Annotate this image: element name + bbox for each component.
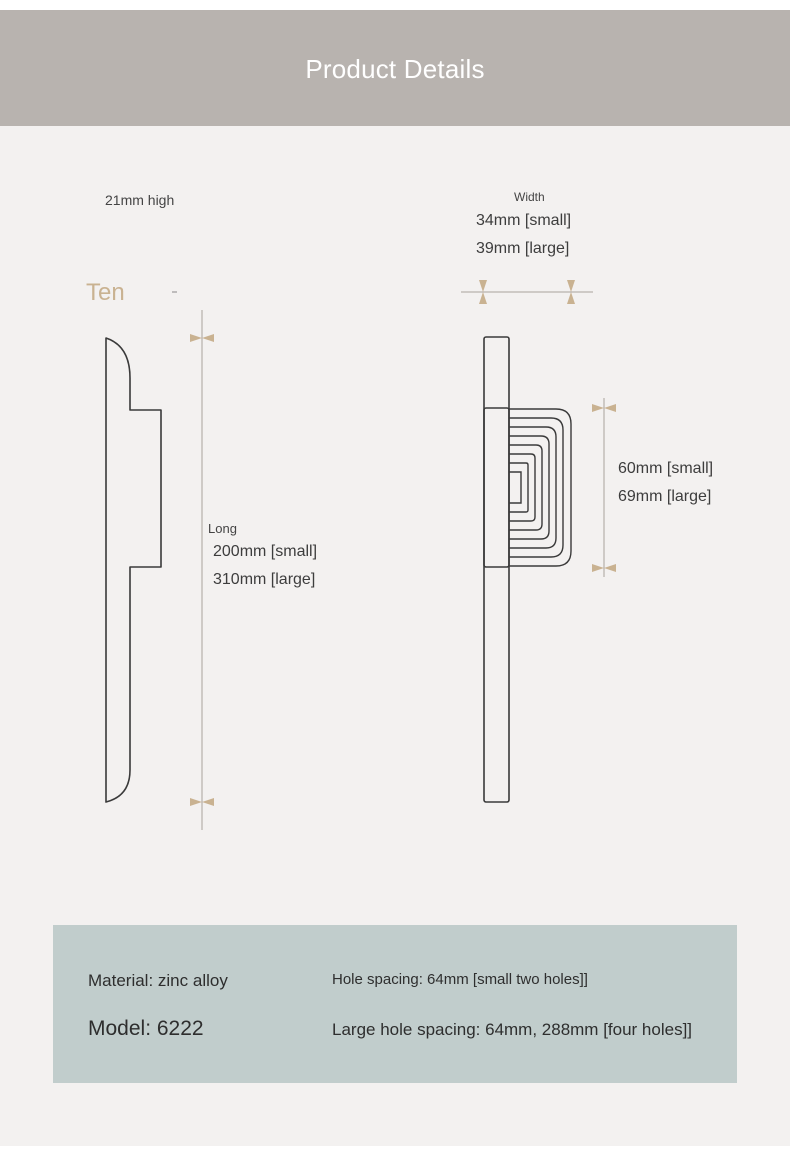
- width-small-label: 34mm [small]: [476, 212, 572, 229]
- material-spec: Material: zinc alloy: [88, 971, 228, 990]
- grip-small-label: 60mm [small]: [618, 460, 714, 477]
- length-heading: Long: [208, 521, 237, 536]
- front-view-bar: [484, 337, 509, 802]
- length-small-label: 200mm [small]: [213, 543, 318, 560]
- length-large-label: 310mm [large]: [213, 571, 316, 588]
- large-hole-spacing-spec: Large hole spacing: 64mm, 288mm [four holes]]: [332, 1020, 693, 1039]
- grip-pattern: [509, 409, 571, 566]
- ten-label: Ten: [86, 279, 125, 306]
- side-view-profile: [106, 338, 161, 802]
- grip-large-label: 69mm [large]: [618, 488, 712, 505]
- page-title: Product Details: [305, 54, 485, 84]
- width-heading: Width: [514, 190, 545, 204]
- hole-spacing-spec: Hole spacing: 64mm [small two holes]]: [332, 971, 588, 988]
- front-view-grip-base: [484, 408, 509, 567]
- width-large-label: 39mm [large]: [476, 240, 570, 257]
- height-label: 21mm high: [105, 192, 175, 208]
- specs-panel: [53, 925, 737, 1083]
- model-spec: Model: 6222: [88, 1017, 204, 1040]
